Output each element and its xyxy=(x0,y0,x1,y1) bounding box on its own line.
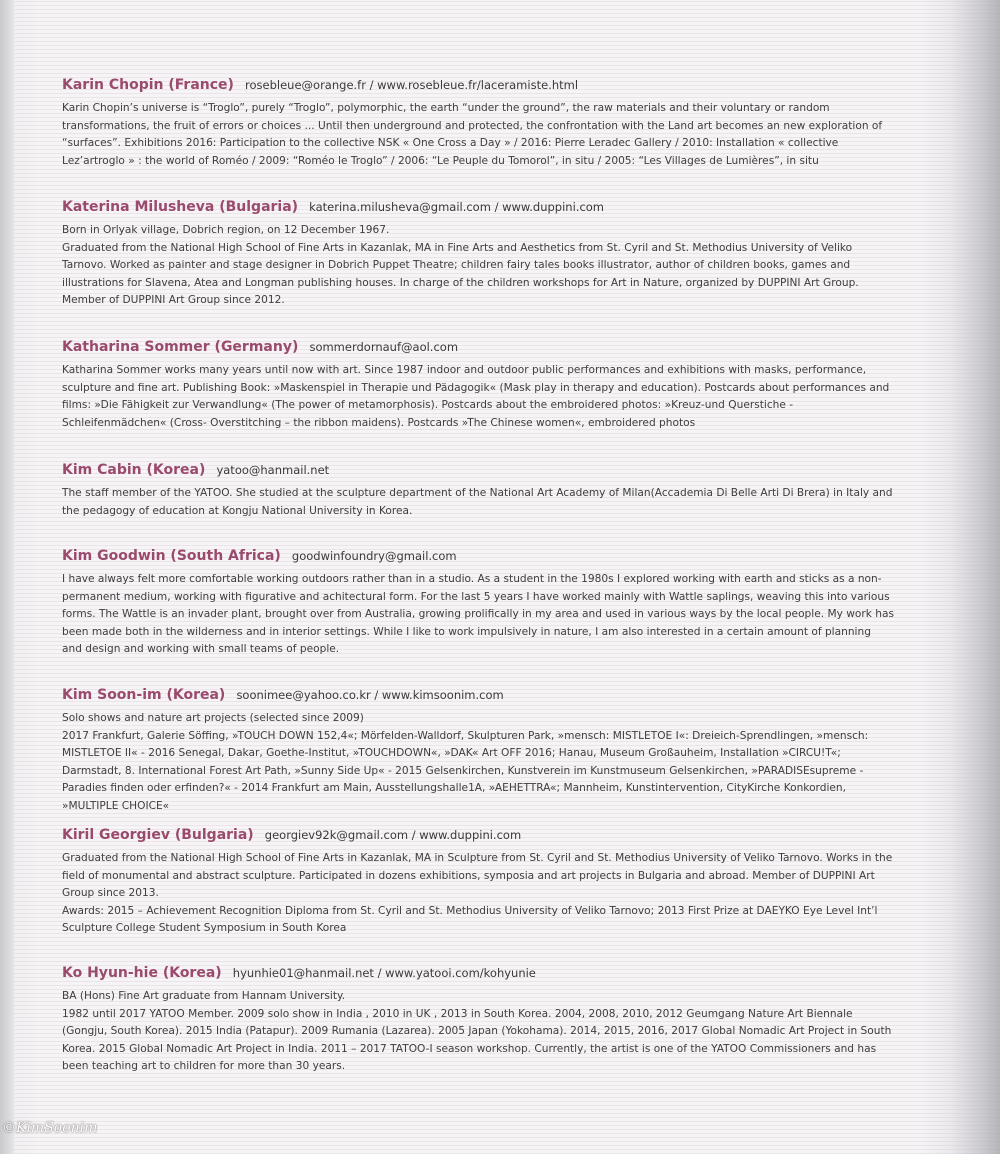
entry-heading xyxy=(62,196,894,216)
bio-paragraph: Katharina Sommer works many years until now with art. Since 1987 indoor and outdoor public performances and exhibitions with masks, performance, sculpture and fine art. Publishing Book: »Maskenspiel in Therapie und Pädagogik« (Mask play in therapy and education). Postcards about performances and films: »Die Fähigkeit zur Verwandlung« (The power of metamorphosis). Postcards about the embroidered photos: »Kreuz-und Querstiche - Schleifenmädchen« (Cross- Overstitching – the ribbon maidens). Postcards »The Chinese women«, embroidered photos xyxy=(62,364,890,429)
artist-name: Ko Hyun-hie (Korea) xyxy=(62,965,222,981)
artist-bio xyxy=(62,362,894,432)
artist-name: Kim Cabin (Korea) xyxy=(62,462,206,478)
bio-paragraph: Karin Chopin’s universe is “Troglo”, purely “Troglo”, polymorphic, the earth “under the ground”, the raw materials and their voluntary or random transformations, the fruit of errors or choices ... Until then underground and protected, the confrontation with the Land art becomes an new exploration of “surfaces”. Exhibitions 2016: Participation to the collective NSK « One Cross a Day » / 2016: Pierre Leradec Gallery / 2010: Installation « collective Lez’artroglo » : the world of Roméo / 2009: “Roméo le Troglo” / 2006: “Le Peuple du Tomorol”, in situ / 2005: “Les Villages de Lumières”, in situ xyxy=(62,102,883,167)
artist-entry-kim-goodwin xyxy=(62,545,894,659)
artist-name: Kim Soon-im (Korea) xyxy=(62,687,226,703)
artist-contact: goodwinfoundry@gmail.com xyxy=(291,549,457,563)
bio-paragraph: 2017 Frankfurt, Galerie Söffing, »TOUCH DOWN 152,4«; Mörfelden-Walldorf, Skulpturen Park, »mensch: MISTLETOE I«: Dreieich-Sprendlingen, »mensch: MISTLETOE II« - 2016 Senegal, Dakar, Goethe-Institut, »TOUCHDOWN«, »DAK« Art OFF 2016; Hanau, Museum Großauheim, Installation »CIRCU!T«; Darmstadt, 8. International Forest Art Path, »Sunny Side Up« - 2015 Gelsenkirchen, Kunstverein im Kunstmuseum Gelsenkirchen, »PARADISEsupreme -Paradies finden oder erfinden?« - 2014 Frankfurt am Main, Ausstellungshalle1A, »AEHETTRA«; Mannheim, Kunstintervention, CityKirche Konkordien, »MULTIPLE CHOICE« xyxy=(62,729,869,812)
copyright-watermark: ©KimSoonim xyxy=(2,1120,98,1136)
entry-heading xyxy=(62,824,894,844)
artist-name: Karin Chopin (France) xyxy=(62,77,234,93)
artist-entry-kim-cabin xyxy=(62,459,894,520)
artist-name: Kiril Georgiev (Bulgaria) xyxy=(62,827,254,843)
artist-bio xyxy=(62,988,894,1076)
artist-contact: hyunhie01@hanmail.net / www.yatooi.com/kohyunie xyxy=(232,966,536,980)
artist-entry-katerina-milusheva xyxy=(62,196,894,310)
bio-paragraph: 1982 until 2017 YATOO Member. 2009 solo show in India , 2010 in UK , 2013 in South Korea. 2004, 2008, 2010, 2012 Geumgang Nature Art Biennale (Gongju, South Korea). 2015 India (Patapur). 2009 Rumania (Lazarea). 2005 Japan (Yokohama). 2014, 2015, 2016, 2017 Global Nomadic Art Project in South Korea. 2015 Global Nomadic Art Project in India. 2011 – 2017 TATOO-I season workshop. Currently, the artist is one of the YATOO Commissioners and has been teaching art to children for more than 30 years. xyxy=(62,1007,892,1072)
artist-name: Kim Goodwin (South Africa) xyxy=(62,548,281,564)
page-binding-shadow xyxy=(952,0,1000,1154)
entry-heading xyxy=(62,74,894,94)
artist-bio xyxy=(62,850,894,938)
artist-name: Katharina Sommer (Germany) xyxy=(62,339,299,355)
artist-name: Katerina Milusheva (Bulgaria) xyxy=(62,199,299,215)
bio-paragraph: BA (Hons) Fine Art graduate from Hannam University. xyxy=(62,990,346,1002)
bio-paragraph: The staff member of the YATOO. She studied at the sculpture department of the National Art Academy of Milan(Accademia Di Belle Arti Di Brera) in Italy and the pedagogy of education at Kongju National University in Korea. xyxy=(62,487,893,517)
entry-heading xyxy=(62,962,894,982)
artist-bio xyxy=(62,100,894,170)
entry-heading xyxy=(62,336,894,356)
artist-contact: yatoo@hanmail.net xyxy=(216,463,330,477)
artist-entry-ko-hyun-hie xyxy=(62,962,894,1076)
bio-paragraph: Member of DUPPINI Art Group since 2012. xyxy=(62,294,285,306)
bio-paragraph: I have always felt more comfortable working outdoors rather than in a studio. As a student in the 1980s I explored working with earth and sticks as a non-permanent medium, working with figurative and achitectural form. For the last 5 years I have worked mainly with Wattle saplings, weaving this into various forms. The Wattle is an invader plant, brought over from Australia, growing prolifically in my area and used in various ways by the local people. My work has been made both in the wilderness and in interior settings. While I like to work impulsively in nature, I am also interested in a certain amount of planning and design and working with small teams of people. xyxy=(62,573,894,655)
artist-contact: katerina.milusheva@gmail.com / www.duppini.com xyxy=(309,200,605,214)
artist-contact: sommerdornauf@aol.com xyxy=(309,340,459,354)
artist-entry-katharina-sommer xyxy=(62,336,894,432)
bio-paragraph: Graduated from the National High School of Fine Arts in Kazanlak, MA in Fine Arts and Aesthetics from St. Cyril and St. Methodius University of Veliko Tarnovo. Worked as painter and stage designer in Dobrich Puppet Theatre; children fairy tales books illustrator, author of children books, games and illustrations for Slavena, Atea and Longman publishing houses. In charge of the children workshops for Art in Nature, organized by DUPPINI Art Group. xyxy=(62,241,859,289)
artist-contact: rosebleue@orange.fr / www.rosebleue.fr/laceramiste.html xyxy=(245,78,579,92)
bio-paragraph: Solo shows and nature art projects (selected since 2009) xyxy=(62,712,364,724)
artist-bio xyxy=(62,222,894,310)
page-left-edge xyxy=(0,0,14,1154)
artist-bio xyxy=(62,710,894,815)
artist-contact: soonimee@yahoo.co.kr / www.kimsoonim.com xyxy=(236,688,504,702)
entry-heading xyxy=(62,684,894,704)
artist-bio xyxy=(62,485,894,520)
bio-paragraph: Awards: 2015 – Achievement Recognition Diploma from St. Cyril and St. Methodius University of Veliko Tarnovo; 2013 First Prize at DAEYKO Eye Level Int’l Sculpture College Student Symposium in South Korea xyxy=(62,904,878,934)
bio-paragraph: Born in Orlyak village, Dobrich region, on 12 December 1967. xyxy=(62,224,390,236)
artist-entry-kim-soon-im xyxy=(62,684,894,815)
artist-entry-karin-chopin xyxy=(62,74,894,170)
entry-heading xyxy=(62,459,894,479)
bio-paragraph: Graduated from the National High School of Fine Arts in Kazanlak, MA in Sculpture from St. Cyril and St. Methodius University of Veliko Tarnovo. Works in the field of monumental and abstract sculpture. Participated in dozens exhibitions, symposia and art projects in Bulgaria and abroad. Member of DUPPINI Art Group since 2013. xyxy=(62,852,893,899)
entry-heading xyxy=(62,545,894,565)
artist-entry-kiril-georgiev xyxy=(62,824,894,938)
artist-contact: georgiev92k@gmail.com / www.duppini.com xyxy=(264,828,522,842)
artist-bio xyxy=(62,571,894,659)
